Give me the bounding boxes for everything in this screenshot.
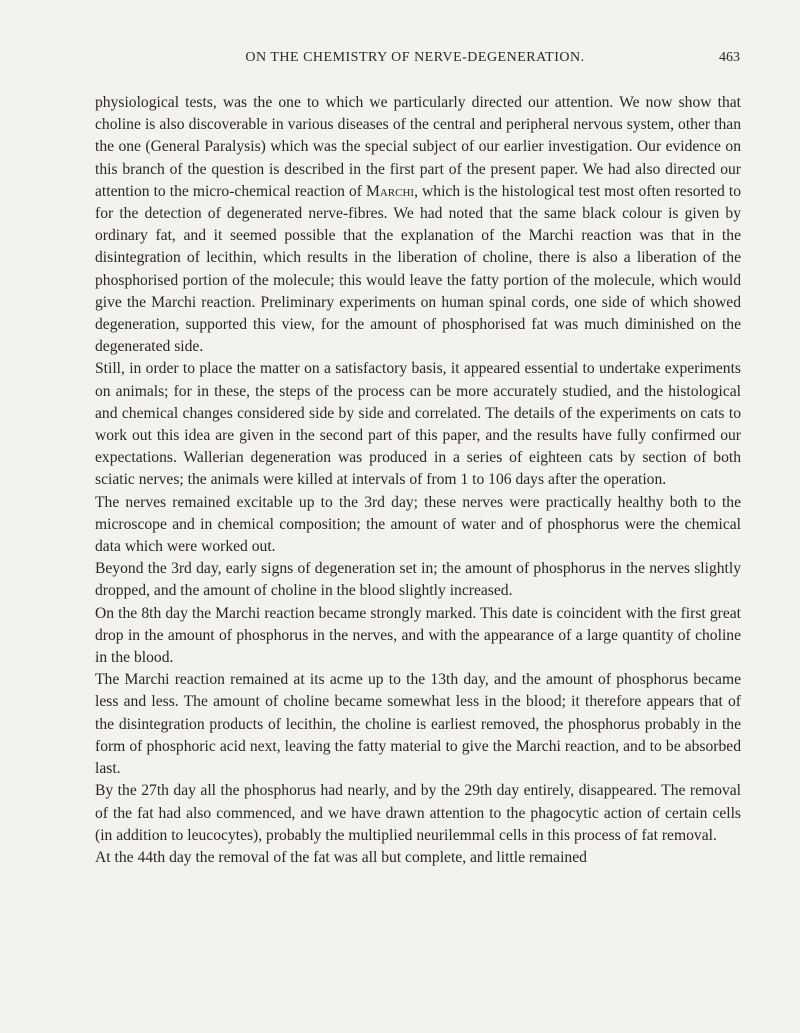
author-name-smallcaps: Marchi: [366, 182, 415, 200]
body-text: [95, 92, 741, 869]
page-number: 463: [719, 50, 740, 65]
paragraph: The nerves remained excitable up to the 3rd day; these nerves were practically healthy both to the microscope and in chemical composition; the amount of water and of phosphorus were the chemical data which were worked out.: [95, 493, 741, 556]
running-title: ON THE CHEMISTRY OF NERVE-DEGENERATION.: [245, 50, 585, 65]
paragraph: Still, in order to place the matter on a satisfactory basis, it appeared essential to undertake experiments on animals; for in these, the steps of the process can be more accurately studied, and the histological and chemical changes considered side by side and correlated. The details of the experiments on cats to work out this idea are given in the second part of this paper, and the results have fully confirmed our expectations. Wallerian degeneration was produced in a series of eighteen cats by section of both sciatic nerves; the animals were killed at intervals of from 1 to 106 days after the operation.: [95, 360, 741, 489]
paragraph: [95, 92, 741, 358]
paragraph-text: physiological tests, was the one to which we particularly directed our attention. We now show that choline is also discoverable in various diseases of the central and peripheral nervous system, other than the one (General Paralysis) which was the special subject of our earlier investigation. Our evidence on this branch of the question is described in the first part of the present paper. We had also directed our attention to the micro-chemical reaction of: [95, 94, 741, 200]
running-head: [90, 50, 740, 70]
paragraph: On the 8th day the Marchi reaction became strongly marked. This date is coincident with the first great drop in the amount of phosphorus in the nerves, and with the appearance of a large quantity of choline in the blood.: [95, 604, 741, 667]
paragraph: At the 44th day the removal of the fat was all but complete, and little remained: [95, 848, 587, 866]
paragraph: The Marchi reaction remained at its acme up to the 13th day, and the amount of phosphorus became less and less. The amount of choline became somewhat less in the blood; it therefore appears that of the disintegration products of lecithin, the choline is earliest removed, the phosphorus probably in the form of phosphoric acid next, leaving the fatty material to give the Marchi reaction, and to be absorbed last.: [95, 671, 741, 778]
paragraph: Beyond the 3rd day, early signs of degeneration set in; the amount of phosphorus in the nerves slightly dropped, and the amount of choline in the blood slightly increased.: [95, 560, 741, 600]
paragraph: By the 27th day all the phosphorus had nearly, and by the 29th day entirely, disappeared. The removal of the fat had also commenced, and we have drawn attention to the phagocytic action of certain cells (in addition to leucocytes), probably the multiplied neurilemmal cells in this process of fat removal.: [95, 782, 741, 844]
paragraph-text: , which is the histological test most often resorted to for the detection of degenerated nerve-fibres. We had noted that the same black colour is given by ordinary fat, and it seemed possible that the explanation of the Marchi reaction was that in the disintegration of lecithin, which results in the liberation of choline, there is also a liberation of the phosphorised portion of the molecule; this would leave the fatty portion of the molecule, which would give the Marchi reaction. Preliminary experiments on human spinal cords, one side of which showed degeneration, supported this view, for the amount of phosphorised fat was much diminished on the degenerated side.: [95, 182, 741, 356]
